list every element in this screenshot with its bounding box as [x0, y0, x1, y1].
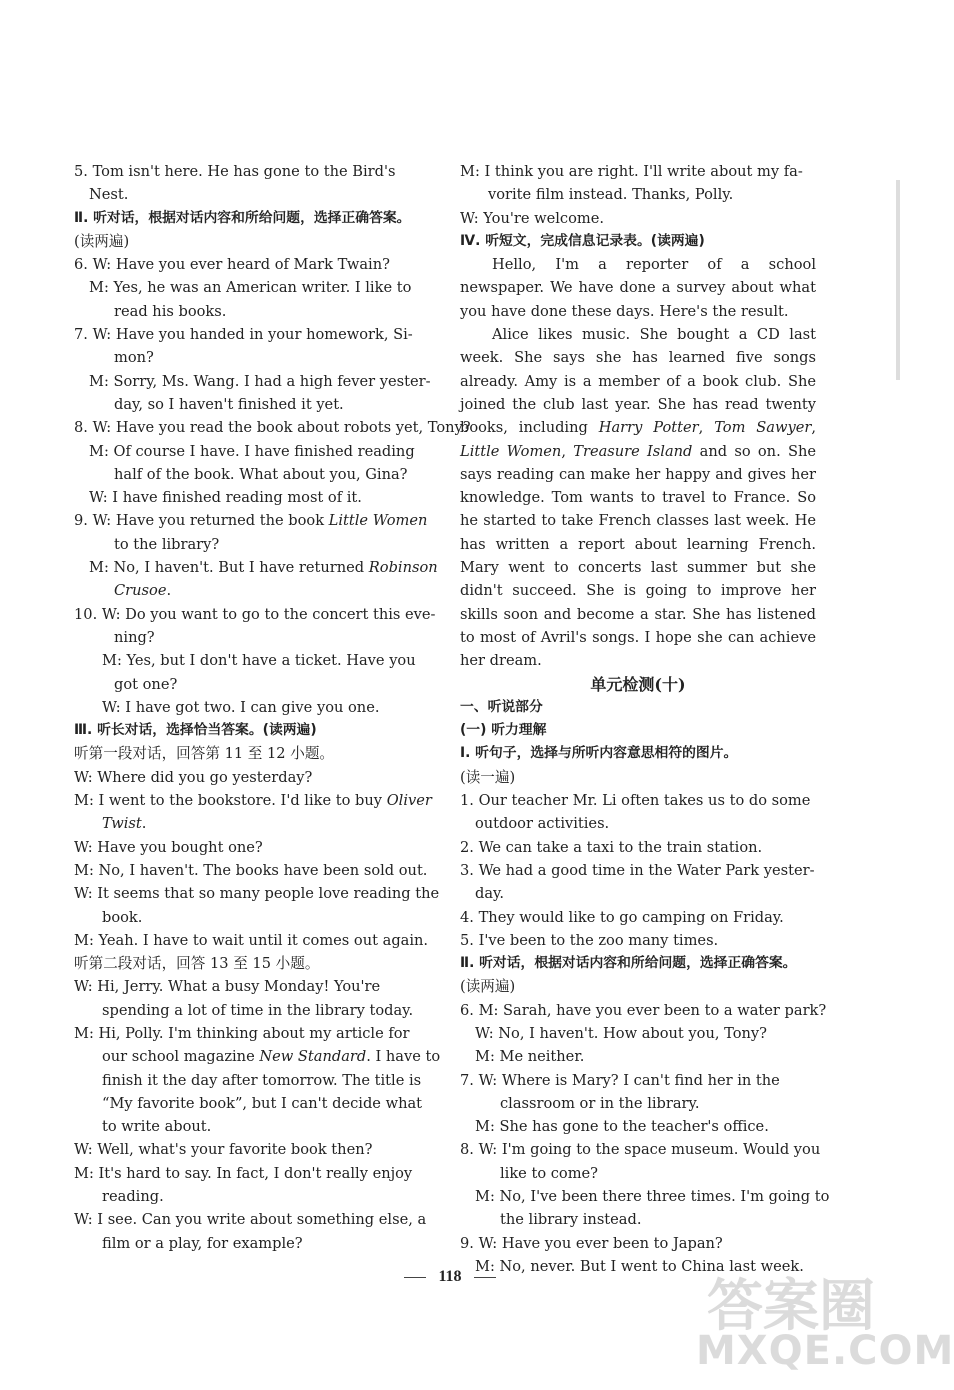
dialog-line	[74, 812, 430, 835]
dialog-line: M: No, I've been there three times. I'm going to	[475, 1188, 830, 1206]
section-heading: Ⅱ. 听对话，根据对话内容和所给问题，选择正确答案。	[74, 209, 411, 226]
text-line: Nest.	[89, 186, 129, 204]
dialog-line: M: Yes, but I don't have a ticket. Have you	[102, 652, 416, 670]
book-title: Oliver	[386, 792, 432, 810]
dialog-text: .	[141, 815, 147, 833]
dialog-line: W: You're welcome.	[460, 209, 604, 227]
dialog-line: W: Well, what's your favorite book then?	[74, 1141, 373, 1159]
dialog-line: M: No, never. But I went to China last week.	[475, 1257, 804, 1275]
dialog-text: .	[166, 582, 172, 600]
dialog-line: 8. W: Have you read the book about robots yet, Tony?	[74, 419, 471, 437]
sentence-line: 5. I've been to the zoo many times.	[460, 931, 719, 949]
dialog-text: 9. W: Have you returned the book	[74, 512, 329, 530]
section-heading: Ⅲ. 听长对话，选择恰当答案。(读两遍)	[74, 722, 317, 739]
sentence-line: day.	[475, 885, 504, 903]
right-column	[460, 160, 830, 1278]
book-title: Robinson	[368, 559, 438, 577]
dialog-line	[74, 509, 430, 532]
dialog-line: mon?	[114, 349, 154, 367]
dialog-line	[74, 579, 430, 602]
dialog-intro: 听第一段对话，回答第 11 至 12 小题。	[74, 745, 335, 763]
dialog-line: 9. W: Have you ever been to Japan?	[460, 1234, 723, 1252]
dialog-line: W: I see. Can you write about something else, a	[74, 1211, 427, 1229]
dialog-line: half of the book. What about you, Gina?	[114, 465, 408, 483]
dialog-line: finish it the day after tomorrow. The title is	[102, 1071, 422, 1089]
dialog-line: W: I have finished reading most of it.	[89, 489, 362, 507]
watermark-top-text: 答案圈	[707, 1274, 875, 1339]
passage-text: ,	[561, 442, 574, 460]
dialog-line	[74, 789, 430, 812]
dialog-line: the library instead.	[500, 1211, 642, 1229]
passage-text: Alice likes music. She bought a CD last week. She says she has learned five songs already. Amy is a member of a book club. She joined the club last year. She has read twenty books, including	[460, 326, 816, 437]
sentence-line: outdoor activities.	[475, 815, 610, 833]
book-title: Little Women	[460, 442, 562, 460]
dialog-text: . I have to	[366, 1048, 441, 1066]
watermark-logo	[696, 1262, 954, 1382]
sentence-line: 1. Our teacher Mr. Li often takes us to do some	[460, 792, 811, 810]
book-title: Tom Sawyer	[714, 419, 812, 437]
dialog-line: 7. W: Have you handed in your homework, Si-	[74, 326, 413, 344]
book-title: Harry Potter	[598, 419, 699, 437]
dialog-line: 7. W: Where is Mary? I can't find her in the	[460, 1071, 780, 1089]
dialog-intro: 听第二段对话，回答 13 至 15 小题。	[74, 955, 320, 973]
dialog-line: W: No, I haven't. How about you, Tony?	[475, 1024, 767, 1042]
book-title: Twist	[102, 815, 142, 833]
left-column	[74, 160, 471, 1255]
dialog-line: film or a play, for example?	[102, 1234, 303, 1252]
dialog-line: M: Of course I have. I have finished reading	[89, 442, 415, 460]
dialog-line: M: She has gone to the teacher's office.	[475, 1118, 769, 1136]
section-note: (读两遍)	[74, 232, 130, 250]
dialog-line: M: Yeah. I have to wait until it comes out again.	[74, 931, 429, 949]
dialog-line: M: Hi, Polly. I'm thinking about my article for	[74, 1024, 410, 1042]
dialog-line: W: It seems that so many people love reading the	[74, 885, 440, 903]
watermark-bottom-text: MXQE.COM	[696, 1328, 954, 1374]
sentence-line: 4. They would like to go camping on Friday.	[460, 908, 784, 926]
dialog-line: 10. W: Do you want to go to the concert this eve-	[74, 605, 436, 623]
dialog-line: reading.	[102, 1188, 164, 1206]
dialog-line: book.	[102, 908, 143, 926]
magazine-title: New Standard	[259, 1048, 367, 1066]
dialog-line: vorite film instead. Thanks, Polly.	[488, 186, 734, 204]
section-note: (读一遍)	[460, 768, 516, 786]
part-subheading: (一) 听力理解	[460, 722, 547, 739]
dialog-line: M: It's hard to say. In fact, I don't really enjoy	[74, 1164, 413, 1182]
section-heading: Ⅳ. 听短文，完成信息记录表。(读两遍)	[460, 232, 705, 249]
dialog-line: W: Have you bought one?	[74, 838, 263, 856]
book-title: Treasure Island	[573, 442, 693, 460]
sentence-line: 3. We had a good time in the Water Park yester-	[460, 861, 815, 879]
dialog-text: M: No, I haven't. But I have returned	[89, 559, 369, 577]
page-number-text: 118	[438, 1268, 462, 1285]
dialog-line: W: Hi, Jerry. What a busy Monday! You're	[74, 978, 381, 996]
dialog-line: 8. W: I'm going to the space museum. Would you	[460, 1141, 821, 1159]
dialog-text: M: I went to the bookstore. I'd like to buy	[74, 792, 387, 810]
book-title: Crusoe	[114, 582, 167, 600]
dialog-text: our school magazine	[102, 1048, 260, 1066]
page-number-dash-left	[404, 1277, 426, 1278]
section-heading: Ⅰ. 听句子，选择与所听内容意思相符的图片。	[460, 745, 738, 762]
dialog-line: W: I have got two. I can give you one.	[102, 698, 380, 716]
dialog-line: classroom or in the library.	[500, 1094, 700, 1112]
dialog-line: M: I think you are right. I'll write about my fa-	[460, 163, 803, 180]
passage-text: and so on. She says reading can make her happy and gives her knowledge. Tom wants to travel to France. So he started to take French classes last week. He has written a report about learning French. Mary went to concerts last summer but she didn't succeed. She is going to improve her skills soon and become a star. She has listened to most of Avril's songs. I hope she can achieve her dream.	[460, 442, 817, 670]
dialog-line	[74, 1045, 441, 1068]
section-heading: Ⅱ. 听对话，根据对话内容和所给问题，选择正确答案。	[460, 955, 797, 972]
dialog-line: “My favorite book”, but I can't decide what	[102, 1094, 423, 1112]
dialog-line: to write about.	[102, 1118, 212, 1136]
dialog-line: W: Where did you go yesterday?	[74, 768, 313, 786]
dialog-line: like to come?	[500, 1164, 599, 1182]
section-note: (读两遍)	[460, 978, 516, 996]
unit-title: 单元检测(十)	[590, 674, 686, 694]
part-heading: 一、听说部分	[460, 698, 543, 715]
book-title: Little Women	[328, 512, 428, 530]
passage-paragraph	[460, 323, 816, 672]
dialog-line: got one?	[114, 675, 178, 693]
passage-text: ,	[811, 419, 816, 437]
dialog-line: ning?	[114, 628, 155, 646]
page-edge-shadow	[896, 180, 900, 380]
dialog-line: read his books.	[114, 302, 227, 320]
dialog-line: spending a lot of time in the library today.	[102, 1001, 414, 1019]
passage-paragraph: Hello, I'm a reporter of a school newspaper. We have done a survey about what you have done these days. Here's the result.	[460, 256, 816, 320]
dialog-line: M: Me neither.	[475, 1048, 585, 1066]
text-line: 5. Tom isn't here. He has gone to the Bird's	[74, 163, 396, 180]
dialog-line	[74, 556, 438, 579]
dialog-line: M: Sorry, Ms. Wang. I had a high fever yester-	[89, 372, 431, 390]
dialog-line: day, so I haven't finished it yet.	[114, 395, 344, 413]
dialog-line: 6. W: Have you ever heard of Mark Twain?	[74, 256, 390, 274]
dialog-line: 6. M: Sarah, have you ever been to a water park?	[460, 1001, 827, 1019]
dialog-line: M: Yes, he was an American writer. I like to	[89, 279, 412, 297]
page-number-dash-right	[474, 1277, 496, 1278]
dialog-line: M: No, I haven't. The books have been sold out.	[74, 861, 428, 879]
dialog-line: to the library?	[114, 535, 220, 553]
sentence-line: 2. We can take a taxi to the train station.	[460, 838, 763, 856]
passage-text: ,	[698, 419, 715, 437]
